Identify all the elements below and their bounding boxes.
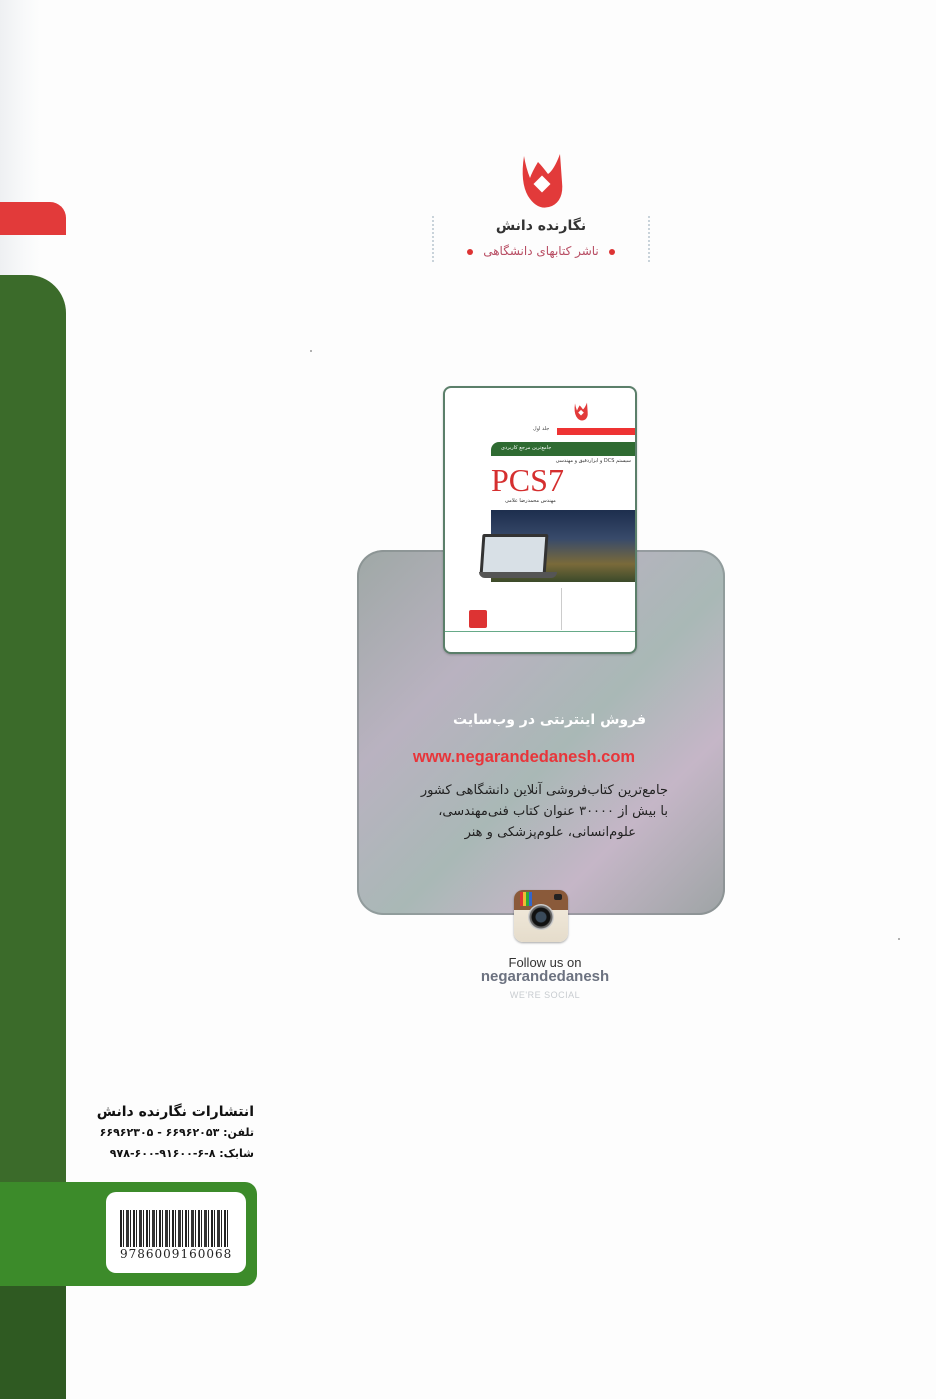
print-speck — [898, 938, 900, 940]
book-divider — [561, 588, 562, 630]
book-title: PCS7 — [491, 462, 564, 498]
brand-tagline: ناشر کتابهای دانشگاهی — [432, 244, 650, 258]
brand-name: نگارنده دانش — [495, 218, 587, 234]
publisher-logo-icon — [518, 152, 566, 212]
publisher-info — [86, 1104, 254, 1168]
bullet-dot-icon — [609, 249, 615, 255]
barcode-bars — [120, 1210, 230, 1250]
book-subtitle: سیستم DCS و ابزاردقیق و مهندسی — [555, 458, 631, 464]
green-strip-lower — [0, 1286, 66, 1399]
book-bottom-rule — [445, 631, 635, 632]
instagram-rainbow — [520, 892, 532, 906]
instagram-icon[interactable] — [514, 890, 568, 942]
publisher-isbn: شابک: ۸-۶-۹۱۶۰۰-۶۰۰-۹۷۸ — [109, 1147, 254, 1160]
book-volume-label: جلد اول — [533, 426, 550, 432]
promo-description: جامع‌ترین کتاب‌فروشی آنلاین دانشگاهی کشور با بیش از ۳۰۰۰۰ عنوان کتاب فنی‌مهندسی، علوم‌انسانی، علوم‌پزشکی و هنر — [420, 783, 668, 840]
laptop-illustration — [480, 534, 549, 576]
social-tagline: WE'RE SOCIAL — [509, 990, 581, 1000]
red-accent-tab — [0, 202, 66, 235]
website-link[interactable]: www.negarandedanesh.com — [412, 748, 636, 766]
book-logo-icon — [573, 402, 589, 422]
book-author: مهندس محمدرضا علامی — [505, 498, 556, 504]
print-speck — [310, 350, 312, 352]
laptop-base — [479, 572, 557, 578]
book-publisher-icon — [469, 610, 487, 628]
publisher-logo-block — [432, 150, 650, 268]
instagram-handle[interactable]: negarandedanesh — [480, 968, 610, 985]
promo-heading: فروش اینترنتی در وب‌سایت — [453, 712, 646, 728]
publisher-name: انتشارات نگارنده دانش — [96, 1104, 254, 1120]
instagram-flash — [554, 894, 562, 900]
book-series-bar: جامع‌ترین مرجع کاربردی — [491, 442, 635, 456]
barcode — [106, 1192, 246, 1273]
barcode-digits: 9786009160068 — [120, 1247, 233, 1261]
publisher-phone: تلفن: ۶۶۹۶۲۰۵۳ - ۶۶۹۶۲۳۰۵ — [99, 1126, 254, 1139]
bullet-dot-icon — [467, 249, 473, 255]
book-cover-thumbnail[interactable] — [443, 386, 637, 654]
instagram-lens — [528, 904, 554, 930]
book-red-bar — [557, 428, 635, 435]
follow-label: Follow us on — [508, 955, 582, 970]
